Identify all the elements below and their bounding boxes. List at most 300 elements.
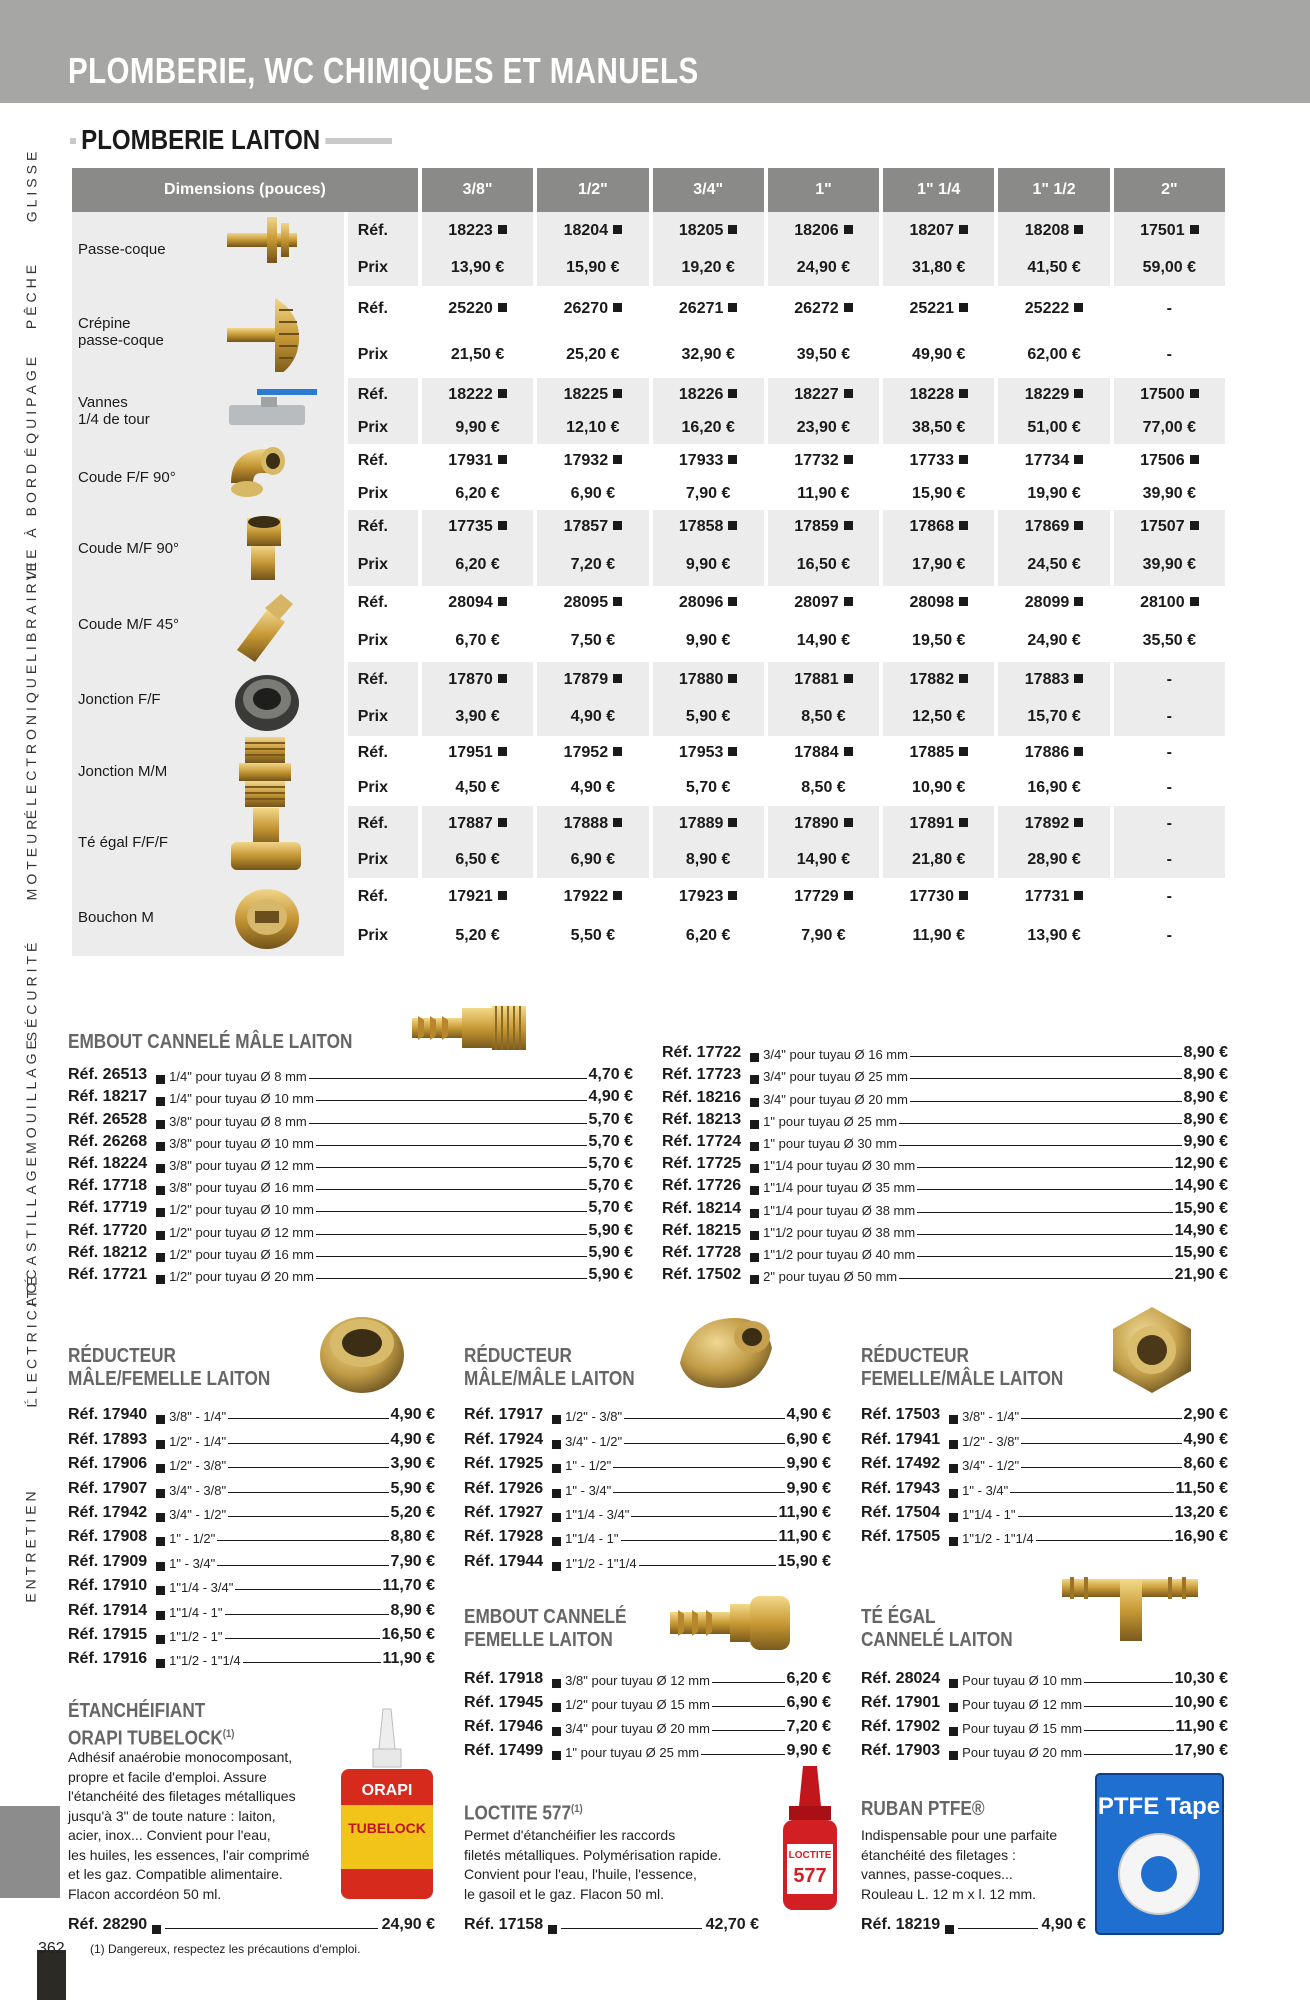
price-cell: 13,90 € [998,915,1109,956]
ref-marker-square [1074,303,1083,312]
list-item [464,1546,831,1570]
list-item [861,1712,1228,1736]
ref-value: 17729 [794,887,839,905]
ref-cell [653,736,764,769]
description-line: filetés métalliques. Polymérisation rapide. [464,1846,722,1863]
price-cell: 5,70 € [653,769,764,806]
item-desc: Pour tuyau Ø 12 mm [962,1697,1083,1712]
item-price: 9,90 € [786,1455,831,1473]
ref-cell [1114,736,1225,769]
price-cell: 6,20 € [653,915,764,956]
sidebar-item-12 [16,1487,46,1603]
ref-cell [883,444,994,477]
price-cell: 59,00 € [1114,249,1225,286]
leader-line [899,1145,1181,1146]
ref-value: 17870 [448,670,493,688]
price-table [68,168,1229,956]
price-cell: 8,50 € [768,697,879,736]
ref-value: - [1166,814,1172,832]
item-price: 9,90 € [786,1479,831,1497]
item-ref: Réf. 17928 [464,1528,544,1546]
strainer-icon [212,302,322,362]
leader-line [1021,1443,1181,1444]
list-item [68,1106,633,1128]
price-label: Prix [348,915,418,956]
item-desc: 3/4" - 1/2" [169,1506,227,1522]
product-cell-inner [72,219,344,279]
sidebar-item-label: MOUILLAGE [23,1036,40,1154]
embout-female-title-line2: FEMELLE LAITON [464,1629,613,1651]
list-item [68,1546,435,1570]
ref-cell [653,444,764,477]
item-desc: 3/4" pour tuyau Ø 16 mm [763,1047,908,1063]
sidebar-item-label: PÊCHE [23,260,40,330]
product-cell [72,736,344,806]
price-cell: 5,90 € [653,697,764,736]
ref-marker-square [949,1464,958,1473]
ref-marker-square [750,1075,759,1084]
ref-marker-square [498,455,507,464]
ref-value: 17868 [909,517,954,535]
ref-marker-square [156,1208,165,1217]
item-ref: Réf. 18213 [662,1110,742,1128]
ref-marker-square [1190,455,1199,464]
description-line: les huiles, les essences, l'air comprimé [68,1846,310,1863]
ref-label: Réf. [348,806,418,841]
tee-barb-title-line2: CANNELÉ LAITON [861,1629,1013,1651]
ref-marker-square [613,225,622,234]
price-cell: 25,20 € [537,332,648,378]
ref-cell [998,286,1109,332]
ref-cell [653,806,764,841]
item-price: 8,80 € [390,1528,435,1546]
orapi-ref: Réf. 28290 [68,1916,148,1933]
sidebar-item-11 [16,1377,46,1505]
item-desc: 1" - 1/2" [565,1458,612,1474]
list-item [464,1498,831,1522]
tee-barb-title-line1: TÉ ÉGAL [861,1606,936,1628]
item-ref: Réf. 17504 [861,1503,941,1521]
price-label: Prix [348,477,418,510]
list-item [861,1449,1228,1473]
price-cell: 49,90 € [883,332,994,378]
reducer-mm-icon [672,1303,777,1403]
ref-cell [1114,444,1225,477]
price-cell: - [1114,697,1225,736]
price-cell: 16,20 € [653,411,764,444]
product-name: Té égal F/F/F [78,833,169,851]
table-row-ref [72,378,1225,411]
description-line: vannes, passe-coques... [861,1866,1013,1882]
price-cell: - [1114,915,1225,956]
ref-value: 18228 [909,385,954,403]
ref-marker-square [959,303,968,312]
ref-marker-square [552,1464,561,1473]
leader-line [1084,1754,1172,1755]
ref-marker-square [613,597,622,606]
reducer-mf-list [68,1400,435,1668]
ref-marker-square [156,1275,165,1284]
item-desc: 3/4" pour tuyau Ø 20 mm [763,1091,908,1107]
list-item [68,1240,633,1262]
table-row-ref [72,736,1225,769]
ref-marker-square [959,455,968,464]
ref-cell [537,444,648,477]
price-cell: 7,20 € [537,543,648,586]
item-ref: Réf. 17908 [68,1528,148,1546]
ref-marker-square [1074,891,1083,900]
item-price: 5,90 € [588,1243,633,1261]
item-ref: Réf. 17719 [68,1199,148,1217]
loctite-title-text: LOCTITE 577 [464,1802,572,1825]
list-item [662,1129,1228,1151]
embout-male-title: EMBOUT CANNELÉ MÂLE LAITON [68,1031,353,1053]
product-cell [72,378,344,444]
leader-line [235,1589,380,1590]
list-item [68,1217,633,1239]
ref-cell [422,444,533,477]
item-ref: Réf. 17909 [68,1552,148,1570]
ref-marker-square [498,674,507,683]
ref-cell [998,806,1109,841]
product-cell-inner [72,381,344,441]
ref-cell [883,586,994,619]
price-cell: 15,90 € [883,477,994,510]
item-price: 6,90 € [786,1430,831,1448]
list-item [861,1400,1228,1424]
list-item [68,1498,435,1522]
product-name: Jonction M/M [78,762,168,780]
list-item [464,1736,831,1760]
ref-cell [653,586,764,619]
product-name: Crépine passe-coque [78,315,164,349]
ptfe-description [861,1826,1081,1904]
item-price: 7,90 € [390,1552,435,1570]
price-cell: 10,90 € [883,769,994,806]
item-desc: 1" pour tuyau Ø 25 mm [565,1745,700,1760]
list-item [68,1595,435,1619]
sidebar-item-label: SÉCURITÉ [23,938,40,1042]
item-price: 14,90 € [1174,1177,1228,1195]
product-cell-inner [72,669,344,729]
table-row-ref [72,878,1225,915]
leader-line [316,1145,587,1146]
ref-value: 17890 [794,814,839,832]
price-cell: 11,90 € [768,477,879,510]
ref-value: - [1166,300,1172,317]
ref-value: 26271 [678,300,724,317]
sidebar-item-0 [16,147,46,223]
ref-cell [653,378,764,411]
ref-value: 17891 [909,814,954,832]
product-name: Jonction F/F [78,690,161,708]
item-ref: Réf. 17927 [464,1503,544,1521]
product-name: Bouchon M [78,908,154,926]
leader-line [910,1101,1182,1102]
ref-marker-square [498,225,507,234]
item-price: 5,70 € [588,1199,633,1217]
page-header [0,0,1310,103]
item-price: 8,90 € [1183,1044,1228,1062]
ptfe-pack-text: PTFE Tape [1097,1793,1221,1820]
ref-cell [537,806,648,841]
price-cell: 6,70 € [422,619,533,662]
ref-marker-square [750,1253,759,1262]
hose-barb-female-icon [668,1586,798,1661]
ref-value: 17734 [1024,451,1070,469]
item-ref: Réf. 17722 [662,1044,742,1062]
item-desc: 1/4" pour tuyau Ø 8 mm [169,1069,307,1085]
item-ref: Réf. 18224 [68,1154,148,1172]
item-desc: Pour tuyau Ø 10 mm [962,1673,1083,1688]
ref-marker-square [844,674,853,683]
price-cell: 24,90 € [998,619,1109,662]
item-ref: Réf. 17492 [861,1455,941,1473]
product-name: Passe-coque [78,240,166,258]
ref-cell [768,806,879,841]
ref-value: 17887 [448,814,493,832]
ref-cell [998,878,1109,915]
leader-line [613,1467,784,1468]
ref-cell [768,378,879,411]
ptfe-price: 4,90 € [1041,1916,1086,1933]
ref-value: 18226 [678,385,724,403]
ref-cell [1114,878,1225,915]
ref-value: 17506 [1140,451,1185,469]
leader-line [225,1614,389,1615]
item-desc: 1" - 3/4" [962,1482,1009,1498]
ref-cell [1114,510,1225,543]
leader-line [1084,1682,1172,1683]
embout-male-list-right [662,1040,1228,1284]
item-price: 11,90 € [382,1650,435,1668]
price-cell: 19,50 € [883,619,994,662]
item-price: 21,90 € [1174,1266,1228,1284]
ref-marker-square [728,747,737,756]
ref-value: 18208 [1024,221,1070,239]
price-cell: 13,90 € [422,249,533,286]
item-ref: Réf. 17907 [68,1479,148,1497]
orapi-ref-line [68,1916,435,1934]
ref-label: Réf. [348,586,418,619]
table-row-ref [72,806,1225,841]
leader-line [243,1662,381,1663]
price-cell: 12,50 € [883,697,994,736]
item-ref: Réf. 17946 [464,1718,544,1735]
list-item [68,1262,633,1284]
ref-value: 17857 [563,517,609,535]
list-item [464,1522,831,1546]
ref-value: 17880 [678,670,724,688]
leader-line [917,1234,1172,1235]
item-desc: 1/2" - 3/8" [962,1433,1020,1449]
ref-marker-square [844,455,853,464]
leader-line [910,1078,1182,1079]
ref-marker-square [552,1703,561,1712]
price-cell: 7,90 € [653,477,764,510]
product-cell [72,878,344,956]
list-item [662,1151,1228,1173]
list-item [68,1449,435,1473]
ref-value: 25222 [1024,300,1070,317]
ref-marker-square [552,1751,561,1760]
ref-cell [653,286,764,332]
item-price: 8,90 € [390,1601,435,1619]
ref-marker-square [949,1489,958,1498]
table-header-cell: 1" [768,168,879,212]
elbow-45-icon [212,594,322,654]
table-header-cell: 3/4" [653,168,764,212]
ref-value: - [1166,887,1172,905]
tee-barb-title [861,1606,1013,1652]
ref-cell [883,806,994,841]
ref-cell [537,378,648,411]
sidebar-item-label: GLISSE [23,147,39,223]
item-desc: 3/8" pour tuyau Ø 16 mm [169,1180,314,1196]
item-ref: Réf. 18217 [68,1088,148,1106]
ref-cell [653,878,764,915]
item-desc: 2" pour tuyau Ø 50 mm [763,1269,898,1285]
ref-marker-square [949,1703,958,1712]
ref-marker-square [498,818,507,827]
ref-value: 17881 [794,670,839,688]
section-title-text: PLOMBERIE LAITON [76,124,325,156]
ref-marker-square [156,1231,165,1240]
item-ref: Réf. 17728 [662,1243,742,1261]
leader-line [316,1234,587,1235]
sidebar-item-4 [16,560,46,660]
leader-line [639,1565,776,1566]
ref-value: 28098 [909,593,954,611]
ref-cell [422,510,533,543]
price-cell: 39,50 € [768,332,879,378]
ptfe-tape-icon [1092,1770,1227,1945]
ref-cell [768,878,879,915]
ref-marker-square [750,1275,759,1284]
table-header-cell: 2" [1114,168,1225,212]
ref-cell [537,662,648,697]
item-price: 4,90 € [588,1088,633,1106]
leader-line [316,1278,587,1279]
ref-marker-square [728,225,737,234]
ref-value: 17732 [794,451,839,469]
item-desc: 3/8" pour tuyau Ø 12 mm [169,1157,314,1173]
list-item [68,1522,435,1546]
ref-marker-square [156,1659,165,1668]
leader-line [228,1467,388,1468]
ref-marker-square [552,1513,561,1522]
item-ref: Réf. 17502 [662,1266,742,1284]
item-desc: Pour tuyau Ø 15 mm [962,1721,1083,1736]
sidebar-item-1 [16,255,46,335]
ref-marker-square [156,1513,165,1522]
ref-marker-square [498,747,507,756]
item-desc: 1/2" pour tuyau Ø 16 mm [169,1246,314,1262]
ref-marker-square [498,389,507,398]
ref-cell [537,878,648,915]
item-price: 11,90 € [778,1528,831,1546]
description-line: Adhésif anaérobie monocomposant, [68,1749,293,1765]
ref-cell [998,736,1109,769]
list-item [662,1084,1228,1106]
list-item [68,1062,633,1084]
ball-valve-icon [212,381,322,441]
embout-male-list-left [68,1062,633,1284]
table-row-ref [72,286,1225,332]
ref-marker-square [613,389,622,398]
item-ref: Réf. 17725 [662,1155,742,1173]
ref-value: 17735 [448,517,493,535]
item-desc: 1"1/4 - 3/4" [169,1580,234,1596]
price-cell: 12,10 € [537,411,648,444]
price-cell: 5,50 € [537,915,648,956]
list-item [68,1644,435,1668]
price-label: Prix [348,249,418,286]
product-cell-inner [72,887,344,947]
item-price: 12,90 € [1174,1155,1228,1173]
leader-line [1018,1516,1173,1517]
price-label: Prix [348,543,418,586]
sidebar-item-label: VIE À BORD [23,459,40,581]
item-desc: 1"1/4 pour tuyau Ø 35 mm [763,1180,916,1196]
leader-line [899,1278,1172,1279]
ref-value: 17922 [563,887,609,905]
price-cell: 7,50 € [537,619,648,662]
ref-marker-square [1074,455,1083,464]
leader-line [1021,1418,1181,1419]
item-price: 9,90 € [786,1742,831,1759]
item-price: 16,90 € [1174,1528,1228,1546]
item-desc: 1/2" pour tuyau Ø 15 mm [565,1697,710,1712]
item-price: 10,30 € [1174,1670,1228,1687]
item-price: 16,50 € [381,1625,435,1643]
ref-marker-square [949,1440,958,1449]
ref-cell [1114,806,1225,841]
ref-marker-square [959,389,968,398]
item-desc: 3/4" - 1/2" [565,1433,623,1449]
ref-marker-square [156,1415,165,1424]
tee-barb-icon [1060,1565,1200,1650]
ref-marker-square [959,225,968,234]
item-ref: Réf. 18216 [662,1088,742,1106]
description-line: jusqu'à 3" de toute nature : laiton, [68,1807,276,1824]
ref-value: - [1166,670,1172,688]
ref-value: 17883 [1024,670,1070,688]
ref-value: 17879 [563,670,609,688]
ref-cell [1114,662,1225,697]
ref-cell [1114,378,1225,411]
item-price: 11,70 € [382,1577,435,1595]
ref-marker-square [156,1586,165,1595]
ref-value: 26272 [794,300,839,317]
orapi-title-line2: ORAPI TUBELOCK [68,1727,223,1750]
list-item [68,1195,633,1217]
ref-marker-square [498,891,507,900]
product-name: Coude M/F 45° [78,615,180,633]
item-price: 13,20 € [1174,1503,1228,1521]
ref-value: 25220 [448,300,493,317]
ref-value: 17892 [1024,814,1070,832]
item-price: 5,90 € [588,1265,633,1283]
ref-cell [537,586,648,619]
item-price: 11,90 € [778,1503,831,1521]
leader-line [309,1078,587,1079]
item-ref: Réf. 26528 [68,1110,148,1128]
ref-value: 28099 [1024,593,1070,611]
ref-marker-square [844,891,853,900]
item-price: 8,90 € [1183,1110,1228,1128]
description-line: propre et facile d'emploi. Assure [68,1768,267,1785]
